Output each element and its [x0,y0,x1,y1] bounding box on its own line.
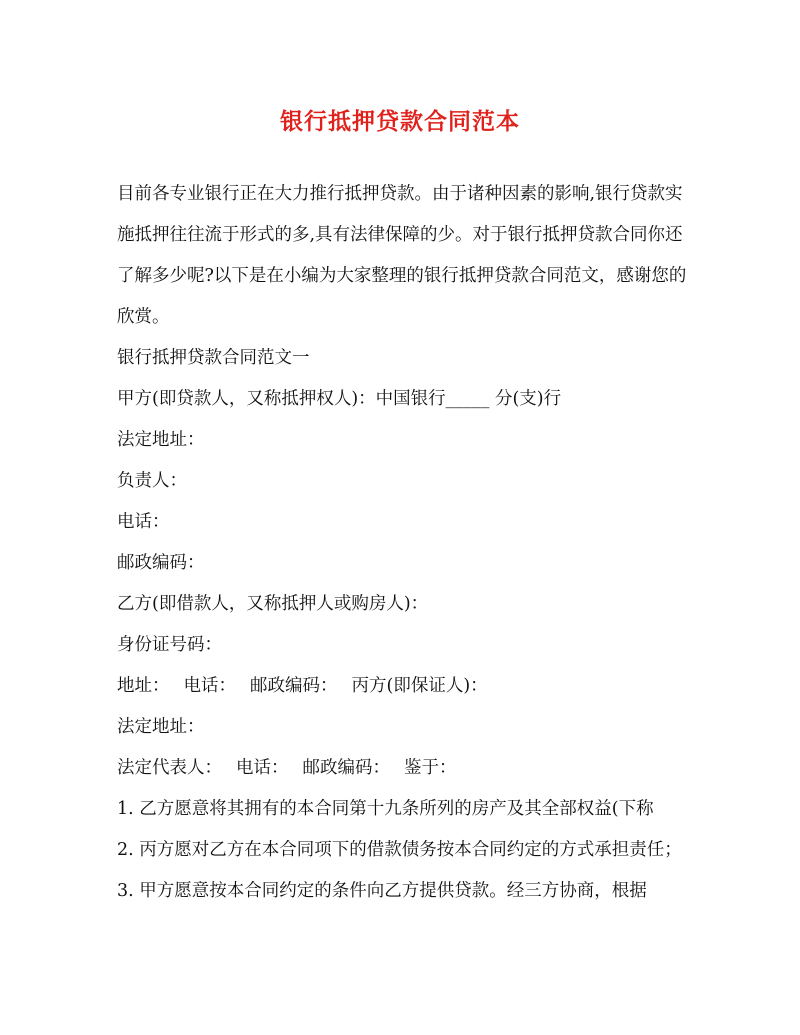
party-b-contact-line [117,666,689,707]
party-c-rep-label: 法定代表人： [117,758,222,778]
whereas-label: 鉴于： [404,758,457,778]
party-a-address: 法定地址： [117,430,205,450]
party-c-contact-line [117,748,689,789]
clause-2: 2. 丙方愿对乙方在本合同项下的借款债务按本合同约定的方式承担责任； [117,840,682,860]
party-a-principal: 负责人： [117,471,187,491]
intro-paragraph: 目前各专业银行正在大力推行抵押贷款。由于诸种因素的影响,银行贷款实施抵押往往流于形式的多,具有法律保障的少。对于银行抵押贷款合同你还了解多少呢?以下是在小编为大家整理的银行抵押贷款合同范文，感谢您的欣赏。 [117,184,687,327]
party-a-phone: 电话： [117,512,170,532]
clause-1: 1. 乙方愿意将其拥有的本合同第十九条所列的房产及其全部权益(下称 [117,799,654,819]
clause-3: 3. 甲方愿意按本合同约定的条件向乙方提供贷款。经三方协商，根据 [117,881,647,901]
party-a-postcode: 邮政编码： [117,553,205,573]
party-b-address-label: 地址： [117,676,170,696]
party-c-phone-label: 电话： [236,758,289,778]
party-b-line: 乙方(即借款人，又称抵押人或购房人)： [117,594,429,614]
document-body [117,174,689,912]
party-a-line: 甲方(即贷款人，又称抵押权人)：中国银行_____ 分(支)行 [117,389,562,409]
party-c-address: 法定地址： [117,717,205,737]
document-title: 银行抵押贷款合同范本 [280,108,520,135]
party-b-postcode-label: 邮政编码： [250,676,338,696]
party-b-id: 身份证号码： [117,635,222,655]
party-c-label: 丙方(即保证人)： [351,676,488,696]
party-b-phone-label: 电话： [183,676,236,696]
section-heading: 银行抵押贷款合同范文一 [117,348,310,368]
party-c-postcode-label: 邮政编码： [302,758,390,778]
